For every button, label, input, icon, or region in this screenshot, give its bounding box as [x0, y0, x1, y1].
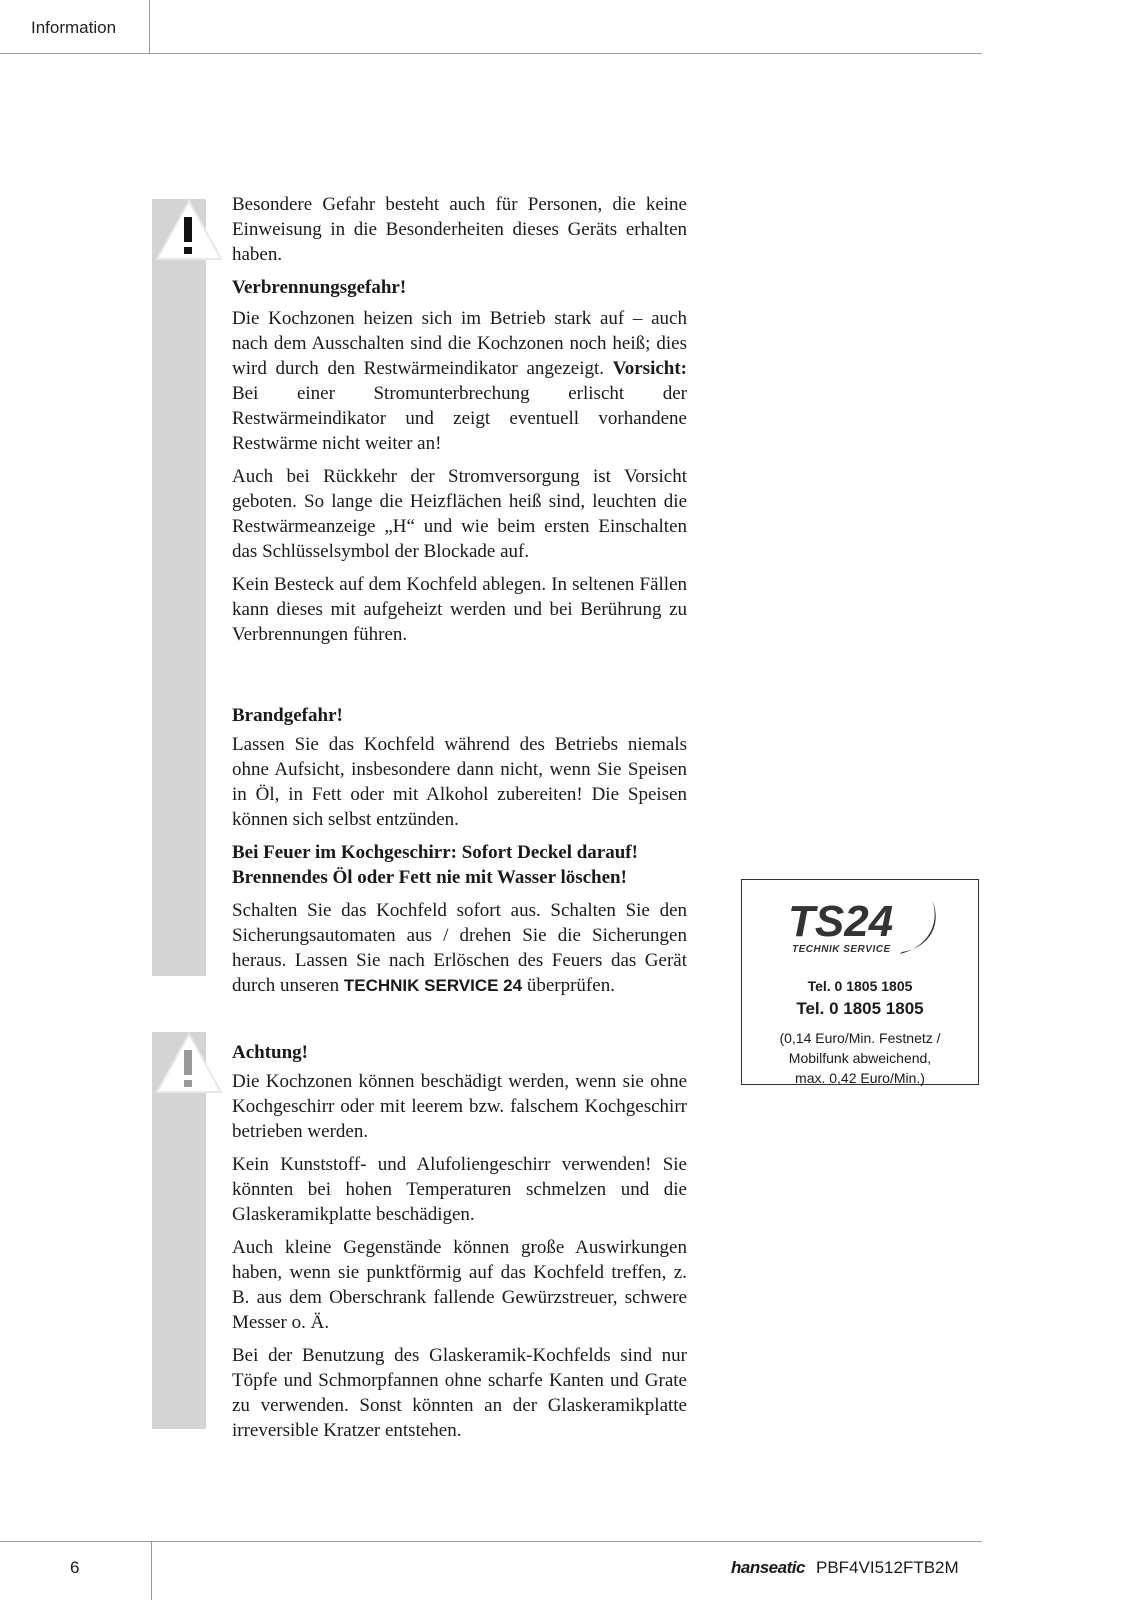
fire-paragraph-1: Lassen Sie das Kochfeld während des Betriebs niemals ohne Aufsicht, insbesondere dann nicht, wenn Sie Speisen in Öl, in Fett oder mit Alkohol zubereiten! Die Speisen können sich selbst entzünden.	[232, 734, 687, 830]
service-contact-box	[741, 879, 979, 1085]
attention-paragraph-4: Bei der Benutzung des Glaskeramik-Kochfelds sind nur Töpfe und Schmorpfannen ohne scharfe Kanten und Grate zu verwenden. Sonst könnten an der Glaskeramikplatte irreversible Kratzer entstehen.	[232, 1345, 687, 1441]
intro-paragraph: Besondere Gefahr besteht auch für Personen, die keine Einweisung in die Besonderheiten dieses Geräts erhalten haben.	[232, 194, 687, 265]
attention-heading: Achtung!	[232, 1042, 309, 1063]
service-phone-large: Tel. 0 1805 1805	[796, 999, 924, 1018]
caution-label: Vorsicht:	[612, 358, 688, 379]
main-text-column	[232, 192, 687, 1451]
header-divider	[149, 0, 150, 53]
fire-heading: Brandgefahr!	[232, 705, 343, 726]
model-number: PBF4VI512FTB2M	[816, 1558, 959, 1577]
section-title: Information	[31, 18, 117, 37]
fire-paragraph-2: Schalten Sie das Kochfeld sofort aus. Schalten Sie den Sicherungsautomaten aus / drehen Sie die Sicherungen heraus. Lassen Sie nach Erlöschen des Feuers das Gerät durch unseren TECHNIK SERVICE 24 überprüfen.	[232, 900, 687, 996]
warning-triangle-icon	[155, 199, 225, 269]
warning-bar-1	[152, 199, 206, 976]
attention-paragraph-3: Auch kleine Gegenstände können große Auswirkungen haben, wenn sie punktförmig auf das Kochfeld treffen, z. B. aus dem Oberschrank fallende Gewürzstreuer, schwere Messer o. Ä.	[232, 1237, 687, 1333]
burn-paragraph-1: Die Kochzonen heizen sich im Betrieb stark auf – auch nach dem Ausschalten sind die Kochzonen noch heiß; dies wird durch den Restwärmeindikator angezeigt. Vorsicht: Bei einer Stromunterbrechung erlischt der Restwärmeindikator und zeigt eventuell vorhandene Restwärme nicht weiter an!	[232, 308, 688, 454]
brand-logo: hanseatic	[731, 1558, 805, 1577]
fire-bold-instructions: Bei Feuer im Kochgeschirr: Sofort Deckel darauf! Brennendes Öl oder Fett nie mit Wasser löschen!	[232, 842, 638, 888]
header-rule	[0, 53, 982, 54]
attention-paragraph-2: Kein Kunststoff- und Alufoliengeschirr verwenden! Sie könnten bei hohen Temperaturen schmelzen und die Glaskeramikplatte beschädigen.	[232, 1154, 687, 1225]
caution-triangle-icon	[155, 1032, 225, 1102]
burn-heading: Verbrennungsgefahr!	[232, 277, 407, 298]
footer-rule	[0, 1541, 982, 1542]
service-phone-rates: (0,14 Euro/Min. Festnetz / Mobilfunk abweichend, max. 0,42 Euro/Min.)	[779, 1030, 941, 1086]
burn-paragraph-2: Auch bei Rückkehr der Stromversorgung ist Vorsicht geboten. So lange die Heizflächen heiß sind, leuchten die Restwärmeanzeige „H“ und wie beim ersten Einschalten das Schlüsselsymbol der Blockade auf.	[232, 466, 687, 562]
service-name: TECHNIK SERVICE 24	[343, 976, 523, 995]
ts24-logo	[782, 892, 942, 970]
svg-text:TS24: TS24	[788, 897, 894, 946]
attention-paragraph-1: Die Kochzonen können beschädigt werden, wenn sie ohne Kochgeschirr oder mit leerem bzw. falschem Kochgeschirr betrieben werden.	[232, 1071, 687, 1142]
burn-paragraph-3: Kein Besteck auf dem Kochfeld ablegen. In seltenen Fällen kann dieses mit aufgeheizt werden und bei Berührung zu Verbrennungen führen.	[232, 574, 687, 645]
svg-text:TECHNIK SERVICE: TECHNIK SERVICE	[792, 944, 891, 955]
service-phone-small: Tel. 0 1805 1805	[807, 978, 913, 994]
footer-divider	[151, 1541, 152, 1600]
page-number: 6	[70, 1558, 80, 1577]
